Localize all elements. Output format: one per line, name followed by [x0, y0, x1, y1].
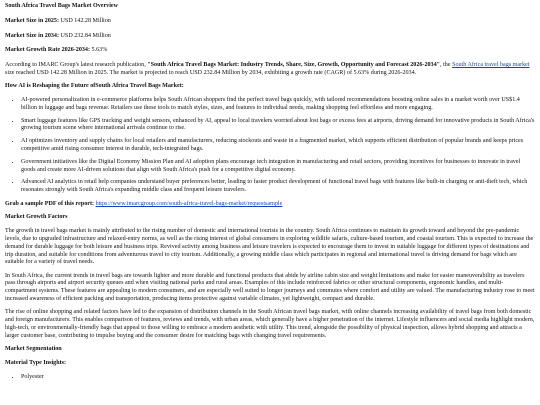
list-item: • Smart luggage features like GPS tracking and weight sensors, enhanced by AI, appeal to local travelers worried about lost bags or excess fees at airports, driving demand for innovative products in South Africa's growing tourism scene where international arrivals continue to rise. — [21, 118, 535, 134]
stat-label: Market Size in 2025: — [5, 17, 59, 24]
growth-paragraph: In South Africa, the current trends in travel bags are towards lighter and more durable and functional products that abide by airline cabin size and weight limitations and make for easier maneuverability as travelers pass through airports and airport security queues and when visiting national parks and rural areas. Examples of this include reinforced fabrics or other structural components, ergonomic handles, and multi-compartment systems. These features are appealing to modern consumers, and are especially well suited to longer journeys and commutes where comfort and utility are valued. The manufacturing industry rose to meet increased awareness of efficient packing and transportation, producing items protective against variable climates, yet lightweight, compact and durable. — [5, 272, 535, 303]
stat-value: 5.63% — [91, 47, 108, 54]
stat-value: USD 142.28 Million — [60, 17, 111, 24]
sample-line — [5, 201, 535, 209]
sample-link[interactable]: https://www.imarcgroup.com/south-africa-travel-bags-market/requestsample — [95, 201, 283, 208]
ai-heading: How AI is Reshaping the Future ofSouth Africa Travel Bags Market: — [5, 83, 184, 90]
growth-paragraph: The growth in travel bags market is mainly attributed to the rising number of domestic and international tourists in the country. South Africa continues to maintain its growth toward and beyond the pre-pandemic levels, due to upgraded infrastructure and relaxed-entry norms, as well as the rising interest of global consumers in exploring wildlife safaris, culture-based tourism, and coastal tourism. This is expected to increase the demand for durable luggage for both leisure and business trips. Revived activity among business and leisure travelers is expected to encourage them to invest in suitable luggage for different types of destinations and trip duration, and suitable for conditions from adventurous travel to city tourism. Additionally, a growing middle class which participates in regional and international travel is driving demand for bags which are suitable for a variety of travel needs. — [5, 228, 534, 266]
material-heading: Material Type Insights: — [5, 359, 67, 366]
intro-paragraph — [5, 62, 535, 78]
growth-paragraph: The rise of online shopping and related factors have led to the expansion of distribution channels in the South African travel bags market, with online channels increasing availability of travel bags from both domestic and foreign manufacturers. This enables comparison of features, reviews and trends, with urban areas, which generally have a higher penetration of the internet. Lifestyle influencers and social media highlight modern, high-tech, or environmentally-friendly bags that appeal to those willing to embrace a modern aesthetic with utility. This trend, alongside the possibility of physical inspection, allows hybrid shopping and attracts a larger customer base, contributing to impulse buying and the consumer desire for matching bags with changing travel requirements. — [5, 309, 535, 339]
growth-heading: Market Growth Factors — [5, 214, 68, 221]
report-title: "South Africa Travel Bags Market: Industry Trends, Share, Size, Growth, Opportunity and Forecast 2026-2034" — [147, 62, 441, 69]
stat-value: USD 232.84 Million — [60, 32, 111, 39]
stat-market-size-2034 — [5, 33, 535, 41]
stat-growth-rate — [5, 47, 535, 55]
list-item: • Advanced AI analytics in retail help companies understand buyer preferences better, leading to faster product development of functional travel bags with features like built-in charging or anti-theft tech, which resonates strongly with South Africa's expanding middle class and frequent leisure travelers. — [21, 179, 535, 195]
segmentation-heading: Market Segmentation — [5, 346, 62, 352]
list-item: • AI optimizes inventory and supply chains for local retailers and manufacturers, reducing stockouts and waste in a fragmented market, which supports efficient distribution of popular brands and keeps prices competitive amid rising consumer interest in durable, tech-integrated bags. — [21, 138, 535, 154]
list-item: • Polyester — [21, 374, 535, 382]
stat-label: Market Size in 2034: — [5, 32, 59, 39]
stat-market-size-2025 — [5, 18, 535, 26]
market-link[interactable]: South Africa travel bags market — [452, 62, 530, 69]
list-item: • Government initiatives like the Digital Economy Mission Plan and AI adoption plans encourage tech integration in manufacturing and retail sectors, providing incentives for businesses to innovate in travel goods and create more AI-driven solutions that align with South Africa's push for a competitive digital economy. — [21, 159, 535, 175]
sample-label: Grab a sample PDF of this report: — [5, 201, 95, 208]
list-item: • AI-powered personalization in e-commerce platforms helps South African shoppers find the perfect travel bags quickly, with tailored recommendations boosting online sales in a market worth over US$1.4 billion in luggage and bags revenue. Retailers use these tools to match styles, sizes, and features to individual needs, making shopping feel effortless and more engaging. — [21, 97, 535, 113]
page-title: South Africa Travel Bags Market Overview — [5, 3, 118, 9]
intro-mid: , the — [440, 62, 453, 69]
material-list — [5, 374, 535, 382]
stat-label: Market Growth Rate 2026-2034: — [5, 47, 91, 54]
intro-post: size reached USD 142.28 Million in 2025. The market is projected to reach USD 232.84 Million by 2034, exhibiting a growth rate (CAGR) of 5.63% during 2026-2034. — [5, 69, 417, 76]
intro-pre: According to IMARC Group's latest research publication, — [5, 62, 148, 69]
ai-points-list — [5, 97, 535, 195]
